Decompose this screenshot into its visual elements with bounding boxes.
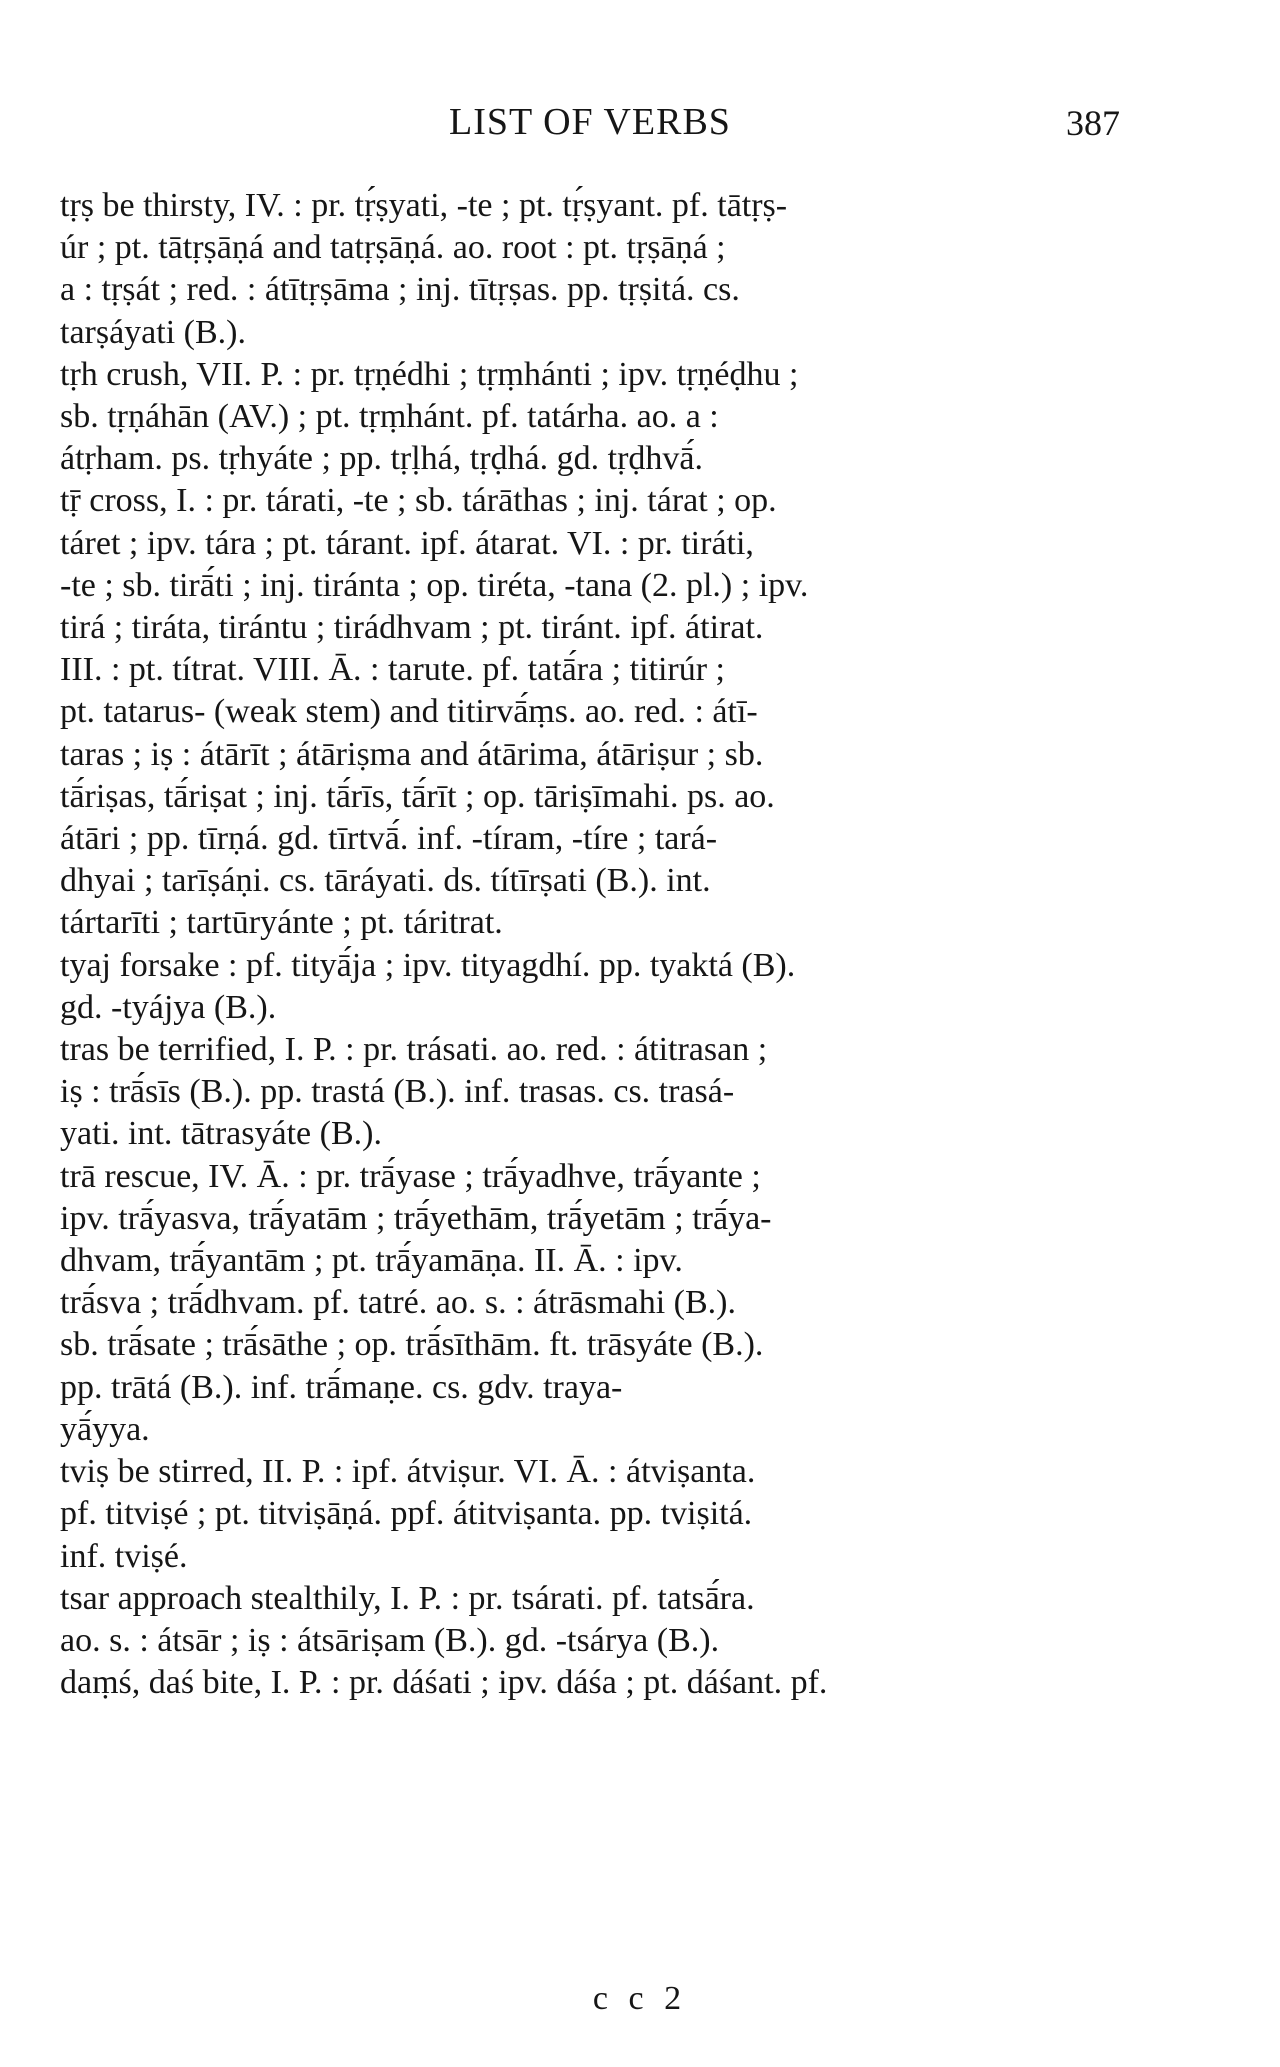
entry-line: tviṣ be stirred, II. P. : ipf. átviṣur. VI. Ā. : átviṣanta. bbox=[60, 1453, 756, 1491]
page-number: 387 bbox=[1066, 103, 1120, 143]
verb-entries bbox=[60, 185, 1120, 1704]
entry-line: tsar approach stealthily, I. P. : pr. tsárati. pf. tatsā́ra. bbox=[60, 1579, 755, 1617]
entry-line: tras be terrified, I. P. : pr. trásati. ao. red. : átitrasan ; bbox=[60, 1031, 768, 1069]
entry-line: yati. int. tātrasyáte (B.). bbox=[60, 1115, 382, 1153]
verb-entry bbox=[60, 185, 1120, 354]
entry-line: sb. tṛṇáhān (AV.) ; pt. tṛṃhánt. pf. tatárha. ao. a : bbox=[60, 398, 719, 436]
verb-entry bbox=[60, 480, 1120, 944]
verb-entry bbox=[60, 1662, 1120, 1704]
verb-entry bbox=[60, 1156, 1120, 1451]
entry-line: táret ; ipv. tára ; pt. tárant. ipf. átarat. VI. : pr. tiráti, bbox=[60, 524, 754, 562]
entry-line: tarṣáyati (B.). bbox=[60, 313, 246, 351]
entry-line: pf. titviṣé ; pt. titviṣāṇá. ppf. átitviṣanta. pp. tviṣitá. bbox=[60, 1495, 753, 1533]
entry-line: pp. trātá (B.). inf. trā́maṇe. cs. gdv. traya- bbox=[60, 1368, 623, 1406]
entry-line: ipv. trā́yasva, trā́yatām ; trā́yethām, trā́yetām ; trā́ya- bbox=[60, 1199, 772, 1237]
entry-line: tirá ; tiráta, tirántu ; tirádhvam ; pt. tiránt. ipf. átirat. bbox=[60, 609, 764, 647]
entry-line: dhyai ; tarīṣáṇi. cs. tāráyati. ds. títīrṣati (B.). int. bbox=[60, 862, 711, 900]
entry-line: iṣ : trā́sīs (B.). pp. trastá (B.). inf. trasas. cs. trasá- bbox=[60, 1073, 735, 1111]
entry-line: inf. tviṣé. bbox=[60, 1537, 188, 1575]
entry-line: tártarīti ; tartūryánte ; pt. táritrat. bbox=[60, 904, 503, 942]
verb-entry bbox=[60, 354, 1120, 481]
entry-line: átāri ; pp. tīrṇá. gd. tīrtvā́. inf. -tíram, -tíre ; tará- bbox=[60, 820, 718, 858]
entry-line: tā́riṣas, tā́riṣat ; inj. tā́rīs, tā́rīt ; op. tāriṣīmahi. ps. ao. bbox=[60, 777, 775, 815]
entry-line: átṛham. ps. tṛhyáte ; pp. tṛḷhá, tṛḍhá. gd. tṛḍhvā́. bbox=[60, 440, 703, 478]
signature-mark: c c 2 bbox=[592, 1980, 688, 2017]
verb-entry bbox=[60, 1029, 1120, 1156]
verb-entry bbox=[60, 945, 1120, 1029]
verb-entry bbox=[60, 1578, 1120, 1662]
entry-line: III. : pt. títrat. VIII. Ā. : tarute. pf. tatā́ra ; titirúr ; bbox=[60, 651, 725, 689]
entry-line: tyaj forsake : pf. tityā́ja ; ipv. tityagdhí. pp. tyaktá (B). bbox=[60, 946, 796, 984]
verb-entry bbox=[60, 1451, 1120, 1578]
entry-line: sb. trā́sate ; trā́sāthe ; op. trā́sīthām. ft. trāsyáte (B.). bbox=[60, 1326, 764, 1364]
entry-line: gd. -tyájya (B.). bbox=[60, 988, 277, 1026]
entry-line: dhvam, trā́yantām ; pt. trā́yamāṇa. II. Ā. : ipv. bbox=[60, 1242, 683, 1280]
entry-line: ao. s. : átsār ; iṣ : átsāriṣam (B.). gd. -tsárya (B.). bbox=[60, 1621, 720, 1659]
entry-line: pt. tatarus- (weak stem) and titirvā́ṃs. ao. red. : átī- bbox=[60, 693, 758, 731]
running-title: LIST OF VERBS bbox=[449, 101, 731, 143]
page-header bbox=[60, 100, 1120, 160]
entry-line: taras ; iṣ : átārīt ; átāriṣma and átārima, átāriṣur ; sb. bbox=[60, 735, 764, 773]
entry-line: trā rescue, IV. Ā. : pr. trā́yase ; trā́yadhve, trā́yante ; bbox=[60, 1157, 761, 1195]
entry-line: tṛṣ be thirsty, IV. : pr. tṛ́ṣyati, -te ; pt. tṛ́ṣyant. pf. tātṛṣ- bbox=[60, 187, 788, 224]
entry-line: trā́sva ; trā́dhvam. pf. tatré. ao. s. : átrāsmahi (B.). bbox=[60, 1284, 736, 1322]
entry-line: tṝ cross, I. : pr. tárati, -te ; sb. tárāthas ; inj. tárat ; op. bbox=[60, 482, 777, 520]
entry-line: úr ; pt. tātṛṣāṇá and tatṛṣāṇá. ao. root : pt. tṛṣāṇá ; bbox=[60, 229, 726, 267]
entry-line: a : tṛṣát ; red. : átītṛṣāma ; inj. tītṛṣas. pp. tṛṣitá. cs. bbox=[60, 271, 740, 309]
entry-line: yā́yya. bbox=[60, 1410, 150, 1448]
entry-line: -te ; sb. tirā́ti ; inj. tiránta ; op. tiréta, -tana (2. pl.) ; ipv. bbox=[60, 566, 809, 604]
entry-line: tṛh crush, VII. P. : pr. tṛṇédhi ; tṛṃhánti ; ipv. tṛṇéḍhu ; bbox=[60, 355, 799, 393]
entry-line: daṃś, daś bite, I. P. : pr. dáśati ; ipv. dáśa ; pt. dáśant. pf. bbox=[60, 1664, 828, 1702]
